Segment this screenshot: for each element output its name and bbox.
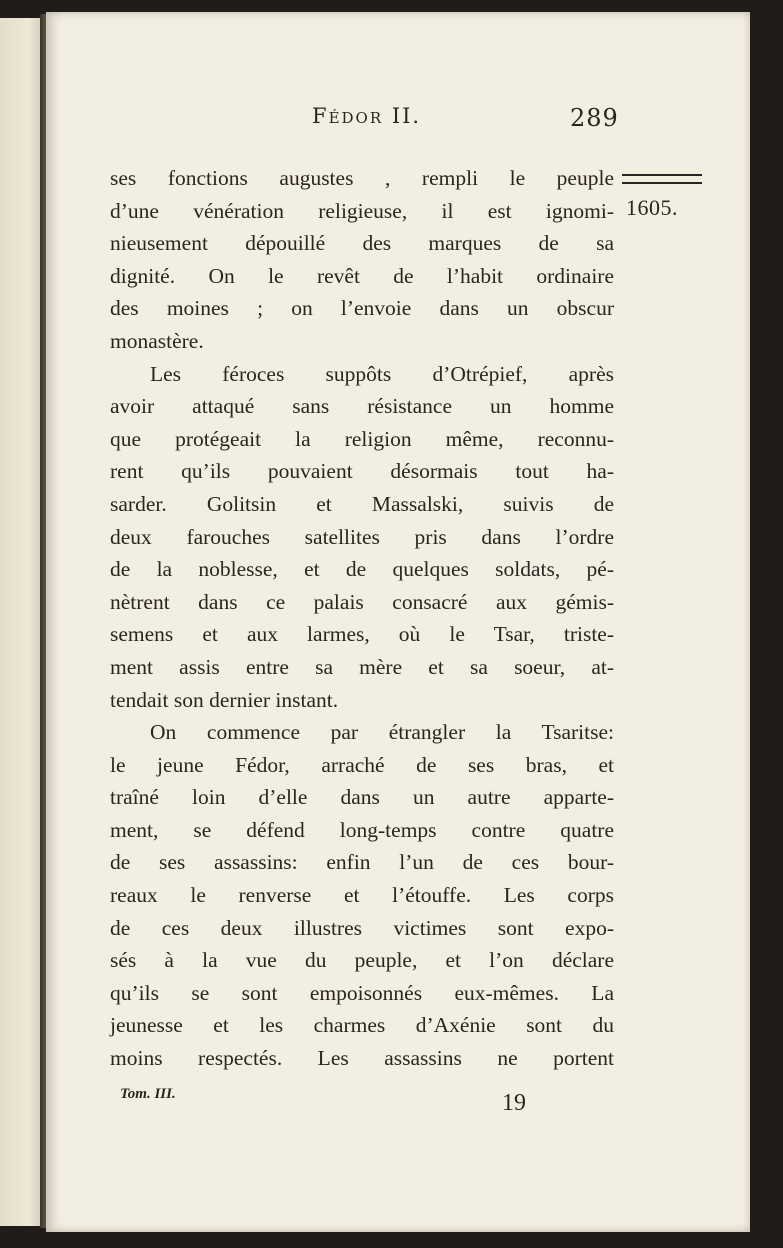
running-title: Fédor II.: [312, 104, 422, 128]
gathering-number: 19: [502, 1090, 526, 1116]
text-line: traîné loin d’elle dans un autre apparte-: [110, 785, 614, 810]
text-line: dignité. On le revêt de l’habit ordinaire: [110, 263, 614, 288]
text-line: que protégeait la religion même, reconnu-: [110, 426, 614, 451]
text-line: avoir attaqué sans résistance un homme: [110, 394, 614, 419]
text-line: ment assis entre sa mère et sa soeur, at-: [110, 654, 614, 679]
signature-mark: Tom. III.: [120, 1086, 176, 1102]
text-line: rent qu’ils pouvaient désormais tout ha-: [110, 459, 614, 484]
text-line: le jeune Fédor, arraché de ses bras, et: [110, 752, 614, 777]
text-line: On commence par étrangler la Tsaritse:: [150, 720, 614, 745]
text-line: tendait son dernier instant.: [110, 687, 339, 712]
margin-rule: [622, 174, 702, 184]
text-line: d’une vénération religieuse, il est ignomi-: [110, 198, 614, 223]
text-line: de la noblesse, et de quelques soldats, pé-: [110, 557, 614, 582]
margin-year: 1605.: [626, 195, 678, 220]
text-line: ment, se défend long-temps contre quatre: [110, 817, 614, 842]
text-line: moins respectés. Les assassins ne portent: [110, 1046, 614, 1071]
text-line: semens et aux larmes, où le Tsar, triste-: [110, 622, 614, 647]
text-line: des moines ; on l’envoie dans un obscur: [110, 296, 614, 321]
text-line: de ces deux illustres victimes sont expo-: [110, 915, 614, 940]
book-page: [46, 12, 750, 1232]
text-line: deux farouches satellites pris dans l’ordre: [110, 524, 614, 549]
previous-page-edge: [0, 18, 42, 1226]
text-line: jeunesse et les charmes d’Axénie sont du: [110, 1013, 614, 1038]
text-line: sarder. Golitsin et Massalski, suivis de: [110, 491, 614, 516]
text-line: nieusement dépouillé des marques de sa: [110, 231, 614, 256]
body-text: [110, 162, 614, 1075]
text-line: ses fonctions augustes , rempli le peuple: [110, 166, 614, 190]
text-line: Les féroces suppôts d’Otrépief, après: [150, 361, 614, 386]
page-number: 289: [570, 104, 619, 132]
text-line: qu’ils se sont empoisonnés eux-mêmes. La: [110, 980, 614, 1005]
text-line: de ses assassins: enfin l’un de ces bour-: [110, 850, 614, 875]
text-line: monastère.: [110, 328, 204, 353]
text-line: nètrent dans ce palais consacré aux gémis-: [110, 589, 614, 614]
text-line: sés à la vue du peuple, et l’on déclare: [110, 948, 614, 973]
text-line: reaux le renverse et l’étouffe. Les corps: [110, 883, 614, 908]
